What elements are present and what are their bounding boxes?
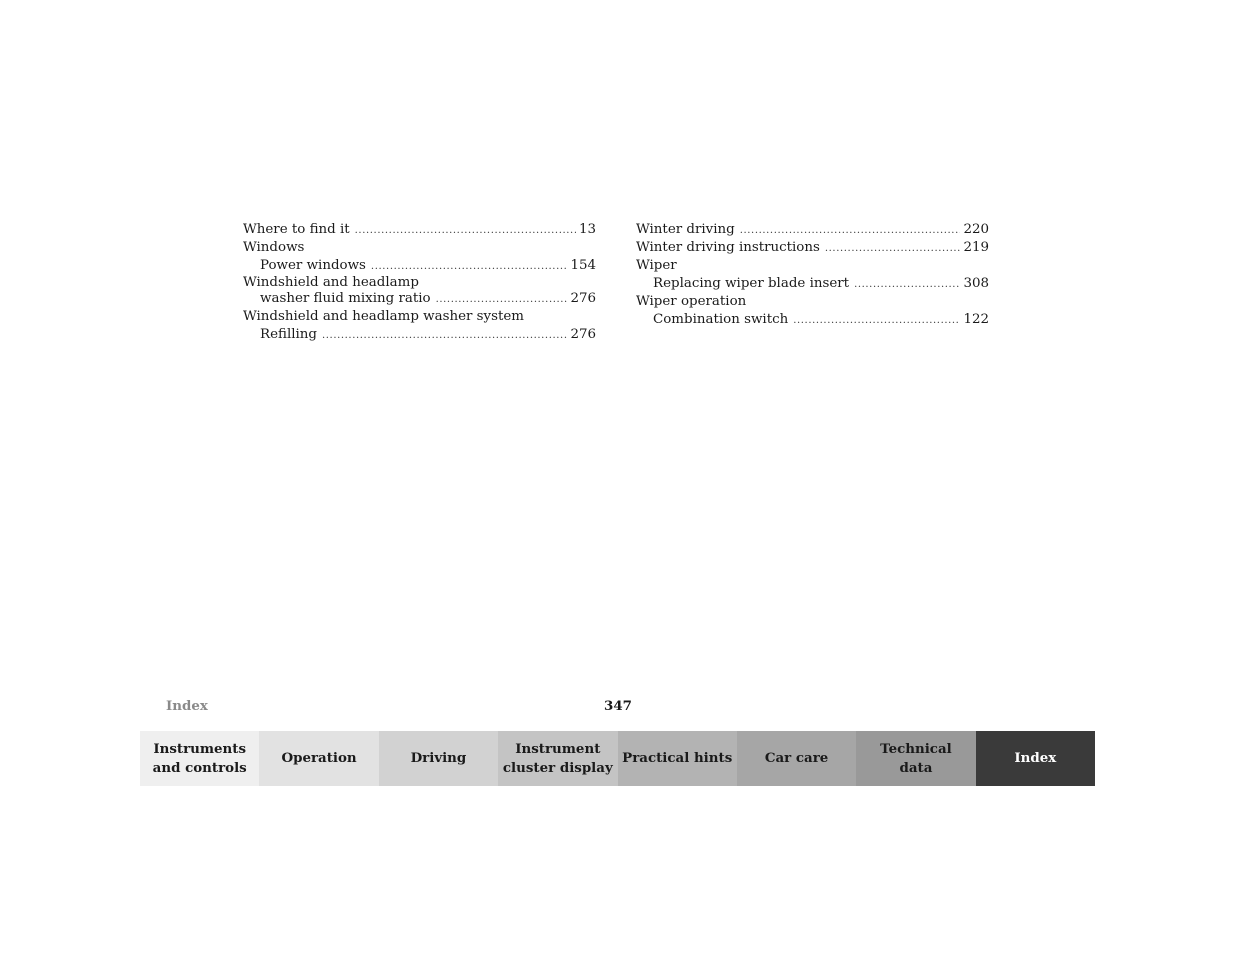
index-entry-label: Windshield and headlamp washer system (243, 309, 524, 324)
index-entry-label: Refilling (260, 327, 317, 342)
index-entry-label: Windows (243, 240, 305, 255)
index-entry-label: Wiper (636, 258, 677, 273)
section-tab-bar (140, 731, 1095, 786)
leader-dots (355, 222, 576, 240)
tab-technical-data[interactable]: Technical data (856, 731, 975, 786)
leader-dots (825, 240, 961, 258)
index-entry-page: 220 (963, 222, 989, 237)
index-entry-label: Combination switch (653, 312, 789, 327)
index-entry-label: Winter driving instructions (636, 240, 820, 255)
page-number: 347 (604, 698, 632, 714)
index-entry-where-to-find-it[interactable] (243, 221, 596, 239)
index-heading-windshield-headlamp (243, 275, 596, 290)
index-entry-combination-switch[interactable] (636, 311, 989, 329)
index-entry-page: 122 (963, 312, 989, 327)
leader-dots (854, 276, 960, 294)
index-entry-power-windows[interactable] (243, 257, 596, 275)
tab-instrument-cluster-display[interactable]: Instrument cluster display (498, 731, 617, 786)
index-entry-label: Power windows (260, 258, 366, 273)
index-entry-washer-fluid-mixing-ratio[interactable] (243, 290, 596, 308)
index-heading-windshield-washer-system (243, 308, 596, 326)
tab-practical-hints[interactable]: Practical hints (618, 731, 737, 786)
leader-dots (322, 327, 567, 345)
tab-driving[interactable]: Driving (379, 731, 498, 786)
index-heading-wiper (636, 257, 989, 275)
leader-dots (793, 312, 960, 330)
index-column-left (243, 221, 596, 344)
index-entry-label: Wiper operation (636, 294, 747, 309)
index-entry-page: 276 (570, 291, 596, 306)
tab-instruments-and-controls[interactable]: Instruments and controls (140, 731, 259, 786)
index-entry-winter-driving[interactable] (636, 221, 989, 239)
index-entry-refilling[interactable] (243, 326, 596, 344)
index-entry-label: washer fluid mixing ratio (260, 291, 431, 306)
tab-index[interactable]: Index (976, 731, 1095, 786)
leader-dots (371, 258, 568, 276)
index-entry-page: 13 (578, 222, 596, 237)
index-entry-page: 308 (963, 276, 989, 291)
footer-section-label: Index (166, 698, 208, 714)
index-column-right (636, 221, 989, 329)
index-entry-label: Winter driving (636, 222, 735, 237)
index-entry-replacing-wiper-blade-insert[interactable] (636, 275, 989, 293)
index-entry-winter-driving-instructions[interactable] (636, 239, 989, 257)
index-entry-page: 154 (570, 258, 596, 273)
tab-car-care[interactable]: Car care (737, 731, 856, 786)
index-heading-wiper-operation (636, 293, 989, 311)
index-entry-label: Windshield and headlamp (243, 275, 419, 290)
leader-dots (740, 222, 961, 240)
index-entry-page: 276 (570, 327, 596, 342)
index-entry-label: Replacing wiper blade insert (653, 276, 850, 291)
index-heading-windows (243, 239, 596, 257)
leader-dots (436, 291, 568, 309)
index-entry-page: 219 (963, 240, 989, 255)
tab-operation[interactable]: Operation (259, 731, 378, 786)
index-entry-label: Where to find it (243, 222, 350, 237)
